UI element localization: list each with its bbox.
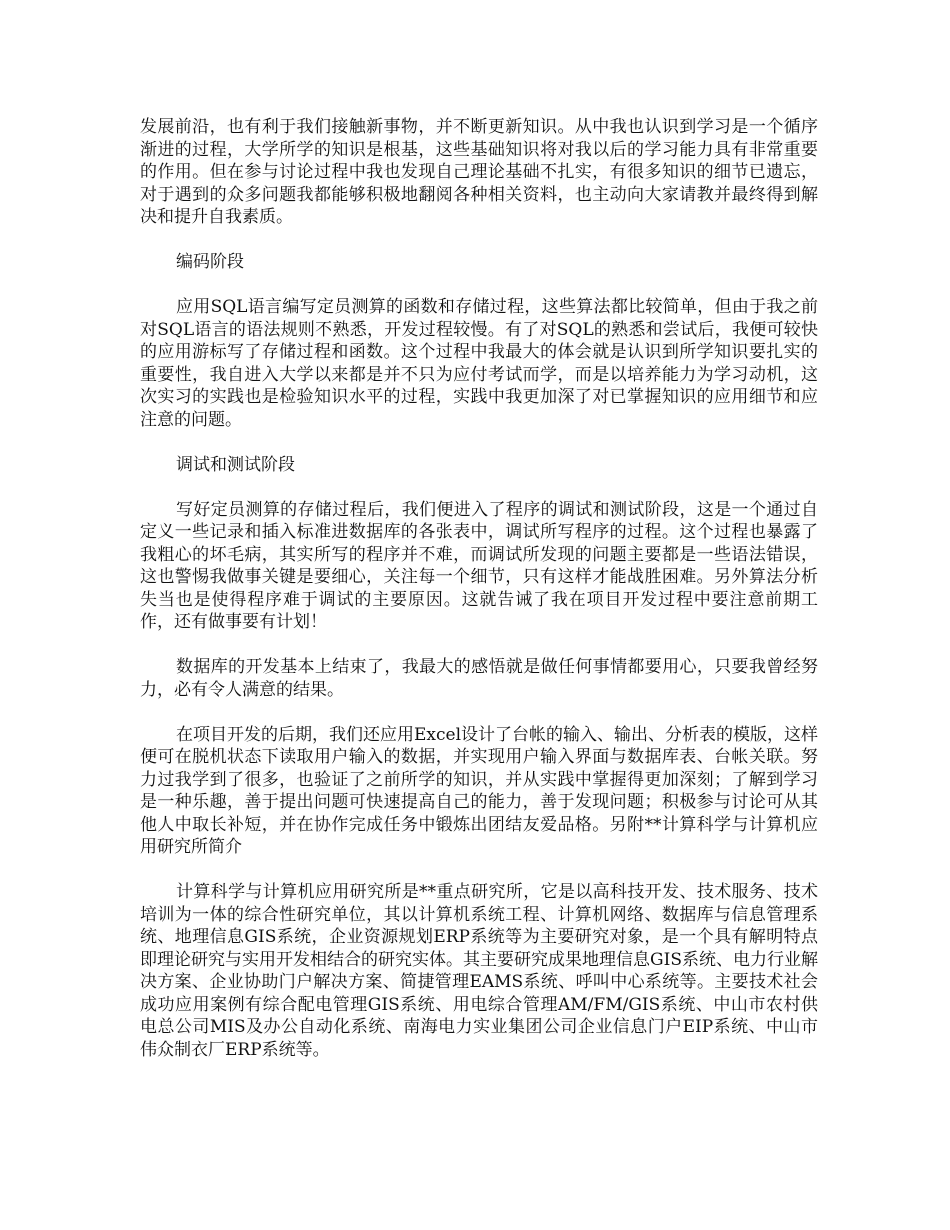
body-paragraph-2: 应用SQL语言编写定员测算的函数和存储过程，这些算法都比较简单，但由于我之前对SQL语言的语法规则不熟悉，开发过程较慢。有了对SQL的熟悉和尝试后，我便可较快的应用游标写了存储过程和函数。这个过程中我最大的体会就是认识到所学知识要扎实的重要性，我自进入大学以来都是并不只为应付考试而学，而是以培养能力为学习动机，这次实习的实践也是检验知识水平的过程，实践中我更加深了对已掌握知识的应用细节和应注意的问题。 bbox=[140, 297, 818, 430]
section-heading-debugging: 调试和测试阶段 bbox=[176, 454, 295, 475]
body-paragraph-1: 发展前沿，也有利于我们接触新事物，并不断更新知识。从中我也认识到学习是一个循序渐进的过程，大学所学的知识是根基，这些基础知识将对我以后的学习能力具有非常重要的作用。但在参与讨论过程中我也发现自己理论基础不扎实，有很多知识的细节已遗忘，对于遇到的众多问题我都能够积极地翻阅各种相关资料，也主动向大家请教并最终得到解决和提升自我素质。 bbox=[140, 117, 818, 227]
body-paragraph-6: 计算科学与计算机应用研究所是**重点研究所，它是以高科技开发、技术服务、技术培训为一体的综合性研究单位，其以计算机系统工程、计算机网络、数据库与信息管理系统、地理信息GIS系统，企业资源规划ERP系统等为主要研究对象，是一个具有解明特点即理论研究与实用开发相结合的研究实体。其主要研究成果地理信息GIS系统、电力行业解决方案、企业协助门户解决方案、简捷管理EAMS系统、呼叫中心系统等。主要技术社会成功应用案例有综合配电管理GIS系统、用电综合管理AM/FM/GIS系统、中山市农村供电总公司MIS及办公自动化系统、南海电力实业集团公司企业信息门户EIP系统、中山市伟众制衣厂ERP系统等。 bbox=[140, 882, 818, 1060]
body-paragraph-3: 写好定员测算的存储过程后，我们便进入了程序的调试和测试阶段，这是一个通过自定义一些记录和插入标准进数据库的各张表中，调试所写程序的过程。这个过程也暴露了我粗心的坏毛病，其实所写的程序并不难，而调试所发现的问题主要都是一些语法错误，这也警惕我做事关键是要细心，关注每一个细节，只有这样才能战胜困难。另外算法分析失当也是使得程序难于调试的主要原因。这就告诫了我在项目开发过程中要注意前期工作，还有做事要有计划！ bbox=[140, 499, 818, 632]
body-paragraph-4: 数据库的开发基本上结束了，我最大的感悟就是做任何事情都要用心，只要我曾经努力，必有令人满意的结果。 bbox=[140, 657, 818, 700]
section-heading-coding: 编码阶段 bbox=[176, 252, 244, 272]
body-paragraph-5: 在项目开发的后期，我们还应用Excel设计了台帐的输入、输出、分析表的模版，这样便可在脱机状态下读取用户输入的数据，并实现用户输入界面与数据库表、台帐关联。努力过我学到了很多，也验证了之前所学的知识，并从实践中掌握得更加深刻；了解到学习是一种乐趣，善于提出问题可快速提高自己的能力，善于发现问题；积极参与讨论可从其他人中取长补短，并在协作完成任务中锻炼出团结友爱品格。另附**计算科学与计算机应用研究所简介 bbox=[140, 724, 819, 857]
